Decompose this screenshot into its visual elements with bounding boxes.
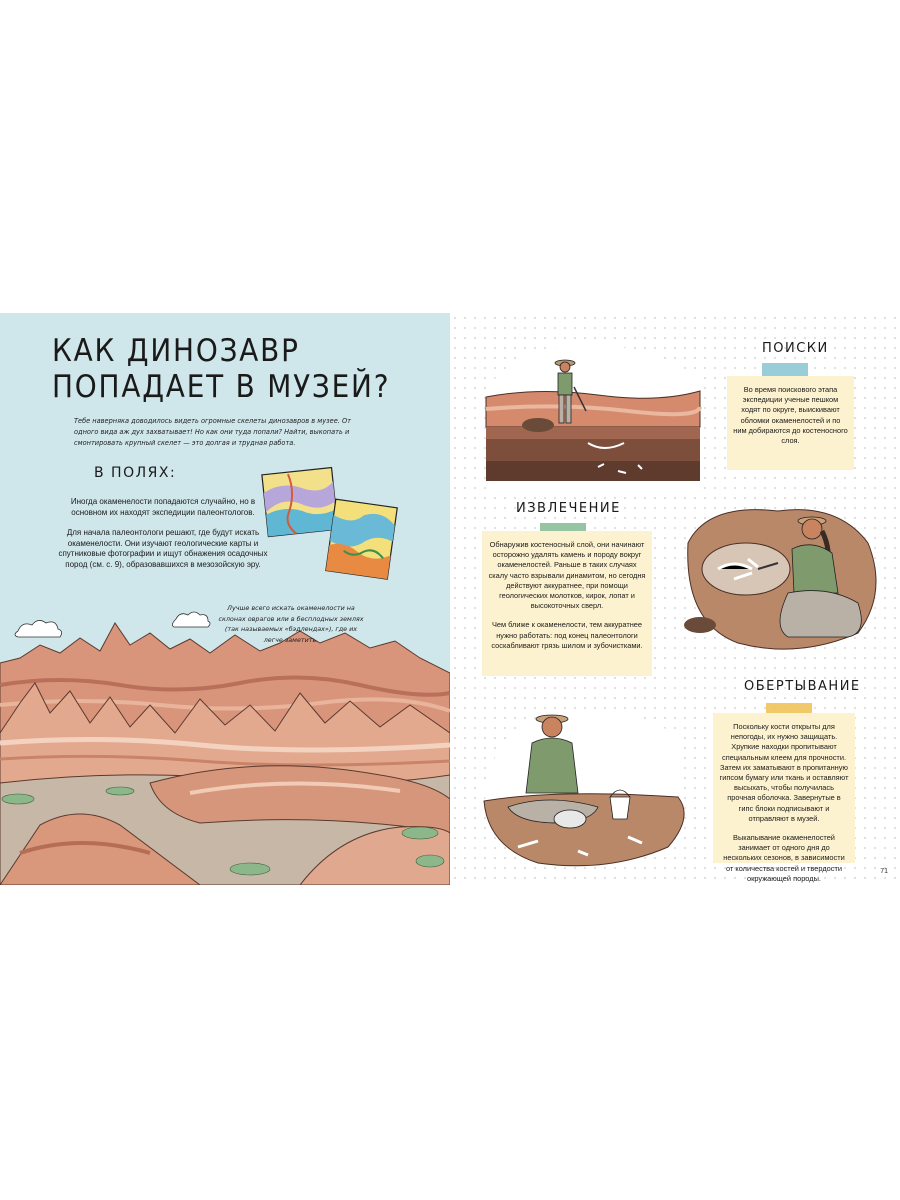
field-text-block (58, 497, 268, 580)
title-line-1: КАК ДИНОЗАВР (52, 333, 300, 369)
title-line-2: ПОПАДАЕТ В МУЗЕЙ? (52, 369, 391, 405)
heading-search: ПОИСКИ (762, 341, 829, 356)
wrapping-illustration (478, 697, 698, 873)
field-paragraph-2: Для начала палеонтологи решают, где будут искать окаменелости. Они изучают геологические карты и спутниковые фотографии и ищут обнажения осадочных пород (см. с. 9), образовавшихся в мезозойскую эру. (58, 528, 268, 569)
tape-decoration-blue (762, 363, 808, 377)
intro-text: Тебе наверняка доводилось видеть огромные скелеты динозавров в музее. От одного вида аж дух захватывает! Но как они туда попали? Найти, выкопать и смонтировать крупный скелет — это долгая и трудная работа. (74, 417, 351, 447)
page-number: 71 (880, 868, 888, 875)
extraction-text-1: Обнаружив костеносный слой, они начинают осторожно удалять камень и породу вокруг окаменелостей. Раньше в таких случаях скалу часто взрывали динамитом, но сегодня действуют аккуратнее, при помощи геологических молотков, кирок, лопат и высокоточных сверл. (488, 540, 646, 611)
heading-wrapping: ОБЕРТЫВАНИЕ (744, 679, 861, 694)
book-spread (0, 313, 900, 885)
note-card-extraction (482, 531, 652, 676)
wrapping-text-1: Поскольку кости открыты для непогоды, их нужно защищать. Хрупкие находки пропитывают специальным клеем для прочности. Затем их заматывают в пропитанную гипсом бумагу или ткань и оставляют высыхать, чтобы получилась прочная оболочка. Завернутые в гипс блоки подписывают и отправляют в музей. (719, 722, 849, 823)
page-title (52, 333, 390, 405)
extraction-illustration (678, 483, 888, 655)
note-card-wrapping (713, 713, 855, 883)
right-page (450, 313, 900, 885)
heading-extraction: ИЗВЛЕЧЕНИЕ (516, 501, 621, 516)
extraction-text-2: Чем ближе к окаменелости, тем аккуратнее нужно работать: под конец палеонтологи соскабливают грязь шилом и зубочистками. (491, 620, 643, 650)
search-text: Во время поискового этапа экспедиции ученые пешком ходят по округе, выискивают обломки окаменелостей и по ним добираются до костеносного слоя. (733, 385, 848, 446)
side-note: Лучше всего искать окаменелости на склонах оврагов или в бесплодных землях (так называемых «бэдлендах»), где их легче заметить. (218, 604, 364, 644)
wrapping-text-2: Выкапывание окаменелостей занимает от одного дня до нескольких сезонов, в зависимости от количества костей и твердости окружающей породы. (723, 833, 845, 883)
search-illustration (478, 327, 708, 497)
field-paragraph-1: Иногда окаменелости попадаются случайно, но в основном их находят экспедиции палеонтологов. (70, 497, 256, 517)
section-heading-in-the-field: В ПОЛЯХ: (94, 465, 177, 481)
note-card-search (727, 376, 854, 470)
left-page (0, 313, 450, 885)
